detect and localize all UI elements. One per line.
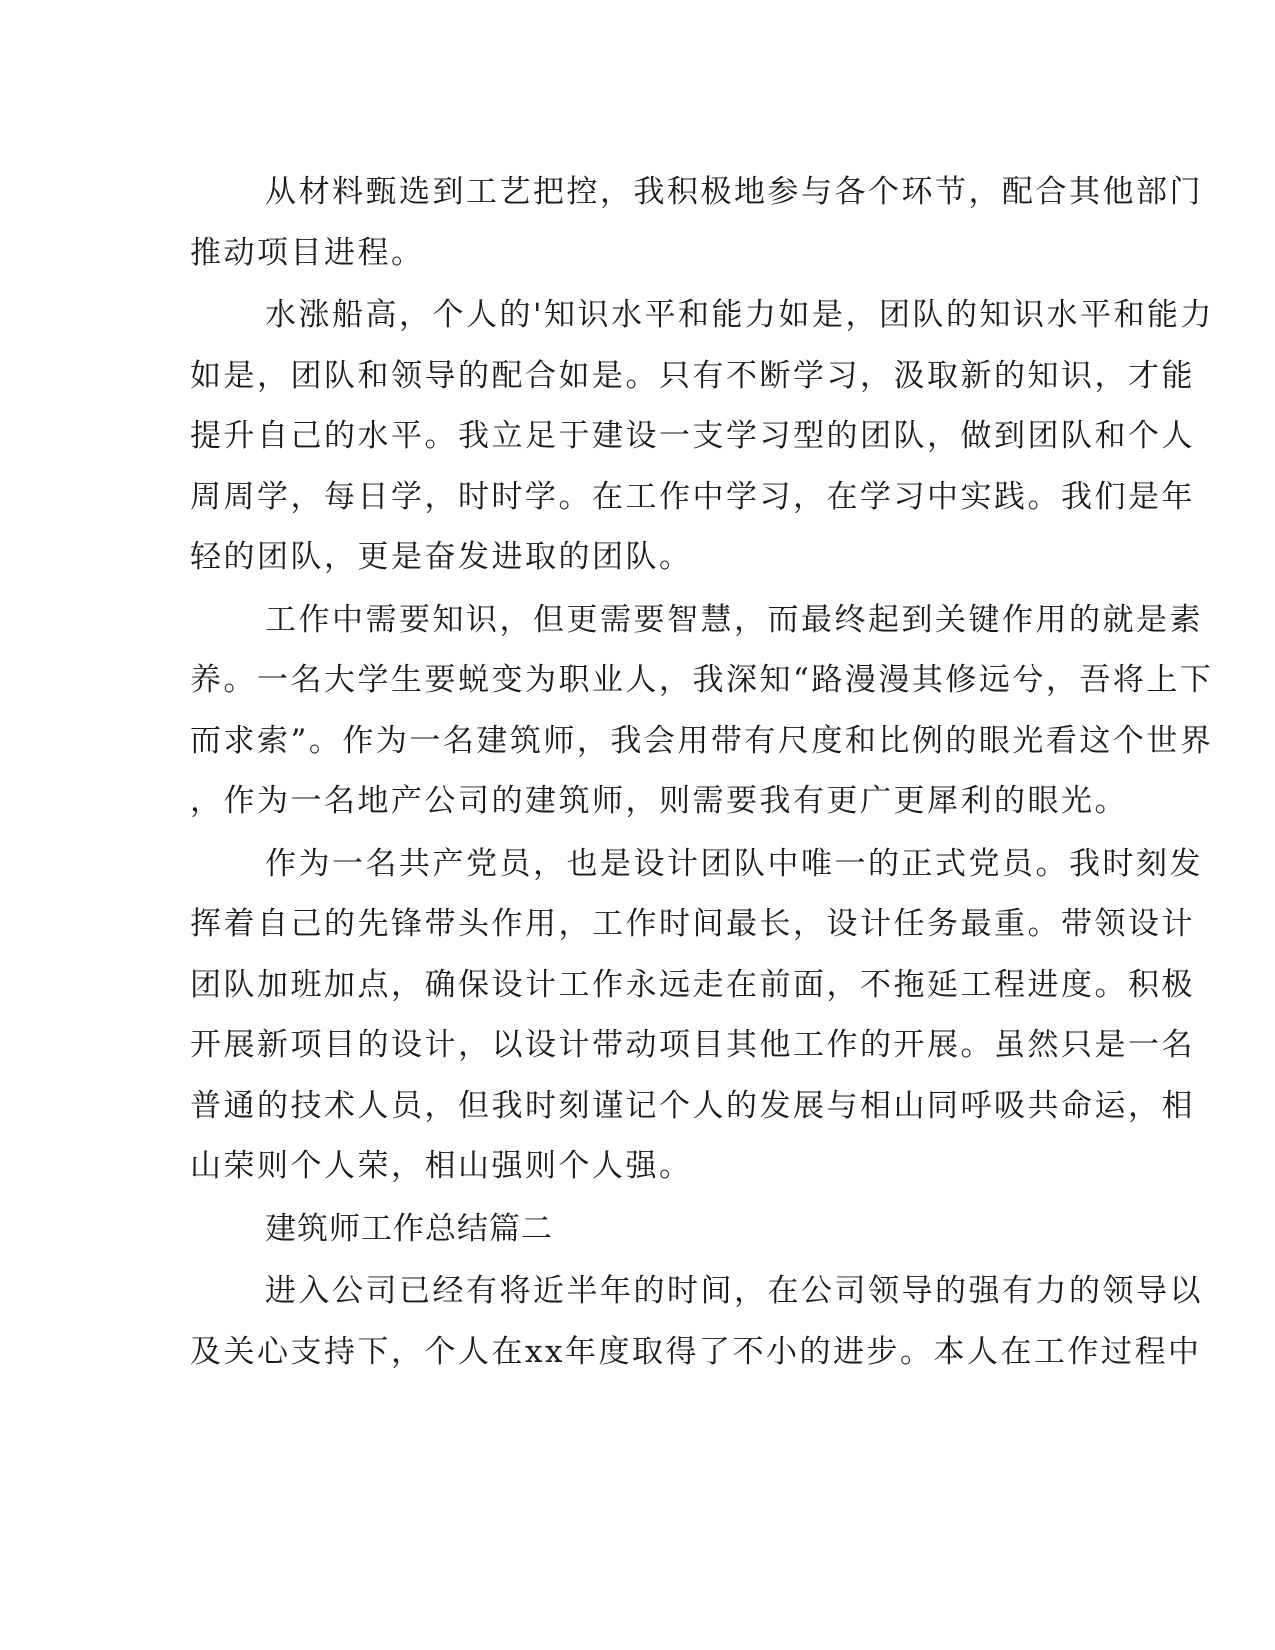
text-line: 开展新项目的设计，以设计带动项目其他工作的开展。虽然只是一名 xyxy=(190,1027,1195,1063)
paragraph-party-member xyxy=(190,834,1203,1197)
text-line: 提升自己的水平。我立足于建设一支学习型的团队，做到团队和个人 xyxy=(190,418,1195,454)
text-line: 而求索”。作为一名建筑师，我会用带有尺度和比例的眼光看这个世界 xyxy=(190,722,1214,759)
heading-text: 建筑师工作总结篇二 xyxy=(265,1210,553,1247)
text-line: 推动项目进程。 xyxy=(190,234,425,271)
text-line: 作为一名共产党员，也是设计团队中唯一的正式党员。我时刻发 xyxy=(265,845,1203,882)
text-line: 周周学，每日学，时时学。在工作中学习，在学习中实践。我们是年 xyxy=(190,478,1195,515)
text-line: 山荣则个人荣，相山强则个人强。 xyxy=(190,1148,693,1184)
document-body xyxy=(190,162,1215,1384)
text-line: 及关心支持下，个人在xx年度取得了不小的进步。本人在工作过程中 xyxy=(190,1333,1202,1370)
section-heading xyxy=(190,1199,1080,1260)
paragraph-knowledge-wisdom xyxy=(190,590,1214,832)
text-line: 轻的团队，更是奋发进取的团队。 xyxy=(190,539,693,575)
paragraph-team-learning xyxy=(190,285,1215,588)
text-line: 水涨船高，个人的'知识水平和能力如是，团队的知识水平和能力 xyxy=(265,297,1215,333)
paragraph-material-selection xyxy=(190,162,1203,283)
text-line: 工作中需要知识，但更需要智慧，而最终起到关键作用的就是素 xyxy=(265,601,1203,638)
text-line: 进入公司已经有将近半年的时间，在公司领导的强有力的领导以 xyxy=(265,1273,1203,1309)
paragraph-half-year xyxy=(190,1261,1203,1382)
text-line: 如是，团队和领导的配合如是。只有不断学习，汲取新的知识，才能 xyxy=(190,357,1195,394)
text-line: 养。一名大学生要蜕变为职业人，我深知“路漫漫其修远兮，吾将上下 xyxy=(190,662,1214,698)
text-line: 从材料甄选到工艺把控，我积极地参与各个环节，配合其他部门 xyxy=(265,174,1203,210)
text-line: ，作为一名地产公司的建筑师，则需要我有更广更犀利的眼光。 xyxy=(190,783,1128,819)
text-line: 普通的技术人员，但我时刻谨记个人的发展与相山同呼吸共命运，相 xyxy=(190,1087,1195,1124)
text-line: 团队加班加点，确保设计工作永远走在前面，不拖延工程进度。积极 xyxy=(190,966,1195,1003)
text-line: 挥着自己的先锋带头作用，工作时间最长，设计任务最重。带领设计 xyxy=(190,906,1195,942)
